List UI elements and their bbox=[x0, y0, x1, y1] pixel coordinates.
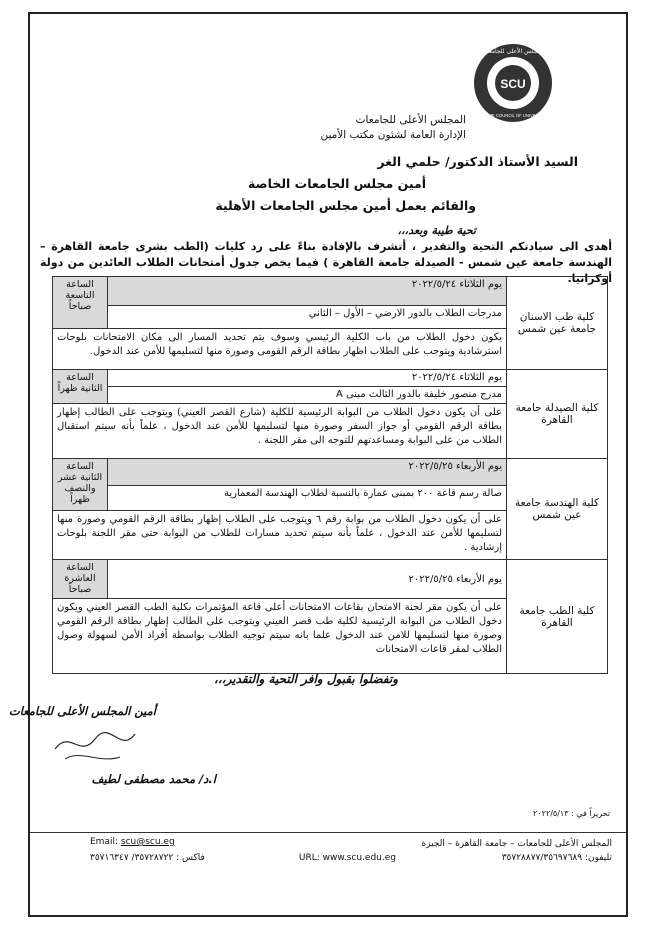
email-link[interactable]: scu@scu.eg bbox=[120, 837, 175, 847]
greeting: تحية طيبة وبعد،،، bbox=[397, 224, 476, 237]
table-row bbox=[53, 277, 608, 306]
logo-text: SCU bbox=[500, 77, 526, 91]
college-cell: كلية طب الاسنان جامعة عين شمس bbox=[507, 277, 608, 370]
intro-paragraph: أهدى الى سيادتكم التحية والتقدير ، أتشرف بالإفادة بناءً على رد كليات (الطب بشرى جامعة القاهرة – الهندسة جامعة عين شمس - الصيدلة جامعة القاهرة ) فيما يخص جدول أمتحانات الطلاب العائدين من دولة أوكرانيا. bbox=[40, 240, 612, 285]
time-cell: الساعة الثانية عشر والنصف ظهراً bbox=[53, 459, 108, 511]
scu-logo bbox=[472, 42, 554, 124]
header-department: الإدارة العامة لشئون مكتب الأمين bbox=[320, 129, 466, 141]
email-label: Email: bbox=[90, 837, 119, 847]
details-cell: يكون دخول الطلاب من باب الكلية الرئيسي وسوف يتم تحديد المسار الى مكان الامتحانات بلوحات استرشادية ويتوجب على الطلاب اظهار بطاقة الرقم القومى وصورة منها لتسليمها للأمن عند الدخول. bbox=[53, 329, 507, 370]
addressee-line3: والقائم بعمل أمين مجلس الجامعات الأهلية bbox=[215, 198, 476, 213]
closing-line: وتفضلوا بقبول وافر التحية والتقدير،،، bbox=[213, 672, 399, 686]
date-cell: يوم الأربعاء ٢٠٢٢/٥/٢٥ bbox=[108, 459, 507, 486]
venue-cell: مدرج منصور خليفة بالدور الثالث مبنى A bbox=[108, 387, 507, 404]
date-cell: يوم الأربعاء ٢٠٢٢/٥/٢٥ bbox=[108, 560, 507, 599]
footer-email bbox=[90, 837, 175, 847]
details-cell: على أن يكون دخول الطلاب من بوابة رقم ٦ ويتوجب على الطلاب إظهار بطاقة الرقم القومي وصورة منها لتسليمها للأمن عند الدخول ، علماً بأنه سيتم تحديد مسارات للطلاب من البوابة حتى مقر اللجنة بلوحات إرشادية . bbox=[53, 511, 507, 560]
venue-cell: صالة رسم قاعة ٢٠٠ بمبنى عمارة بالنسبة لطلاب الهندسة المعمارية bbox=[108, 486, 507, 511]
date-cell: يوم الثلاثاء ٢٠٢٢/٥/٢٤ bbox=[108, 277, 507, 306]
college-cell: كلية الصيدلة جامعة القاهرة bbox=[507, 370, 608, 459]
logo-arabic-text: المجلس الأعلى للجامعات bbox=[481, 48, 545, 55]
addressee-line2: أمين مجلس الجامعات الخاصة bbox=[247, 176, 426, 191]
footer-url: URL: www.scu.edu.eg bbox=[298, 853, 396, 863]
venue-cell: مدرجات الطلاب بالدور الارضي – الأول – الثاني bbox=[108, 306, 507, 329]
table-row bbox=[53, 459, 608, 486]
logo-ring-text: SUPREME COUNCIL OF UNIVERSITIES bbox=[474, 113, 552, 118]
addressee-line1: السيد الأستاذ الدكتور/ حلمي الغر bbox=[377, 154, 578, 169]
time-cell: الساعة الثانية ظهراً bbox=[53, 370, 108, 404]
details-cell: على أن يكون مقر لجنة الامتحان بقاعات الامتحانات أعلى قاعة المؤتمرات بكلية الطب القصر العيني ويكون دخول الطلاب من البوابة الرئيسية لكلية طب قصر العيني ويتوجب على الطالب إظهار بطاقة الرقم القومي وصورة منها لتسليمها للامن عند الدخول علما بانه سيتم توجيه الطلاب بواسطة أفراد الأمن لسهولة وصول الطلاب لمقر قاعات الامتحانات bbox=[53, 599, 507, 674]
footer bbox=[30, 832, 626, 863]
details-cell: على أن يكون دخول الطلاب من البوابة الرئيسية للكلية (شارع القصر العيني) ويتوجب على الطالب إظهار بطاقة الرقم القومي أو جواز السفر وصورة منها لتسليمها للأمن عند الدخول ، علماً بأنه سيتم استقبال الطلاب من على البوابة ومساعدتهم للتوجه الى مقر اللجنة . bbox=[53, 404, 507, 459]
table-row bbox=[53, 560, 608, 599]
exam-schedule-table bbox=[52, 276, 608, 674]
signature-title: أمين المجلس الأعلى للجامعات bbox=[8, 704, 156, 718]
letter-page bbox=[8, 12, 628, 917]
footer-fax: فاكس : ٣٥٧٢٨٧٢٢/ ٣٥٧١٦٣٤٧ bbox=[90, 853, 205, 863]
handwritten-signature bbox=[50, 719, 140, 769]
college-cell: كلية الهندسة جامعة عين شمس bbox=[507, 459, 608, 560]
time-cell: الساعة العاشرة صباحاً bbox=[53, 560, 108, 599]
date-note: تحريراً في : ٢٠٢٢/٥/١٣ bbox=[533, 809, 610, 818]
header-council: المجلس الأعلى للجامعات bbox=[355, 114, 466, 126]
footer-phone: تليفون: ٣٥٧٢٨٨٧٧/٣٥٦٩٧٦٨٩ bbox=[501, 853, 612, 863]
signature-name: ا.د/ محمد مصطفى لطيف bbox=[91, 772, 216, 786]
date-cell: يوم الثلاثاء ٢٠٢٢/٥/٢٤ bbox=[108, 370, 507, 387]
college-cell: كلية الطب جامعة القاهرة bbox=[507, 560, 608, 674]
footer-address: المجلس الأعلى للجامعات – جامعة القاهرة – الجيزة bbox=[421, 839, 612, 849]
time-cell: الساعة التاسعة صباحاً bbox=[53, 277, 108, 329]
table-row bbox=[53, 370, 608, 387]
